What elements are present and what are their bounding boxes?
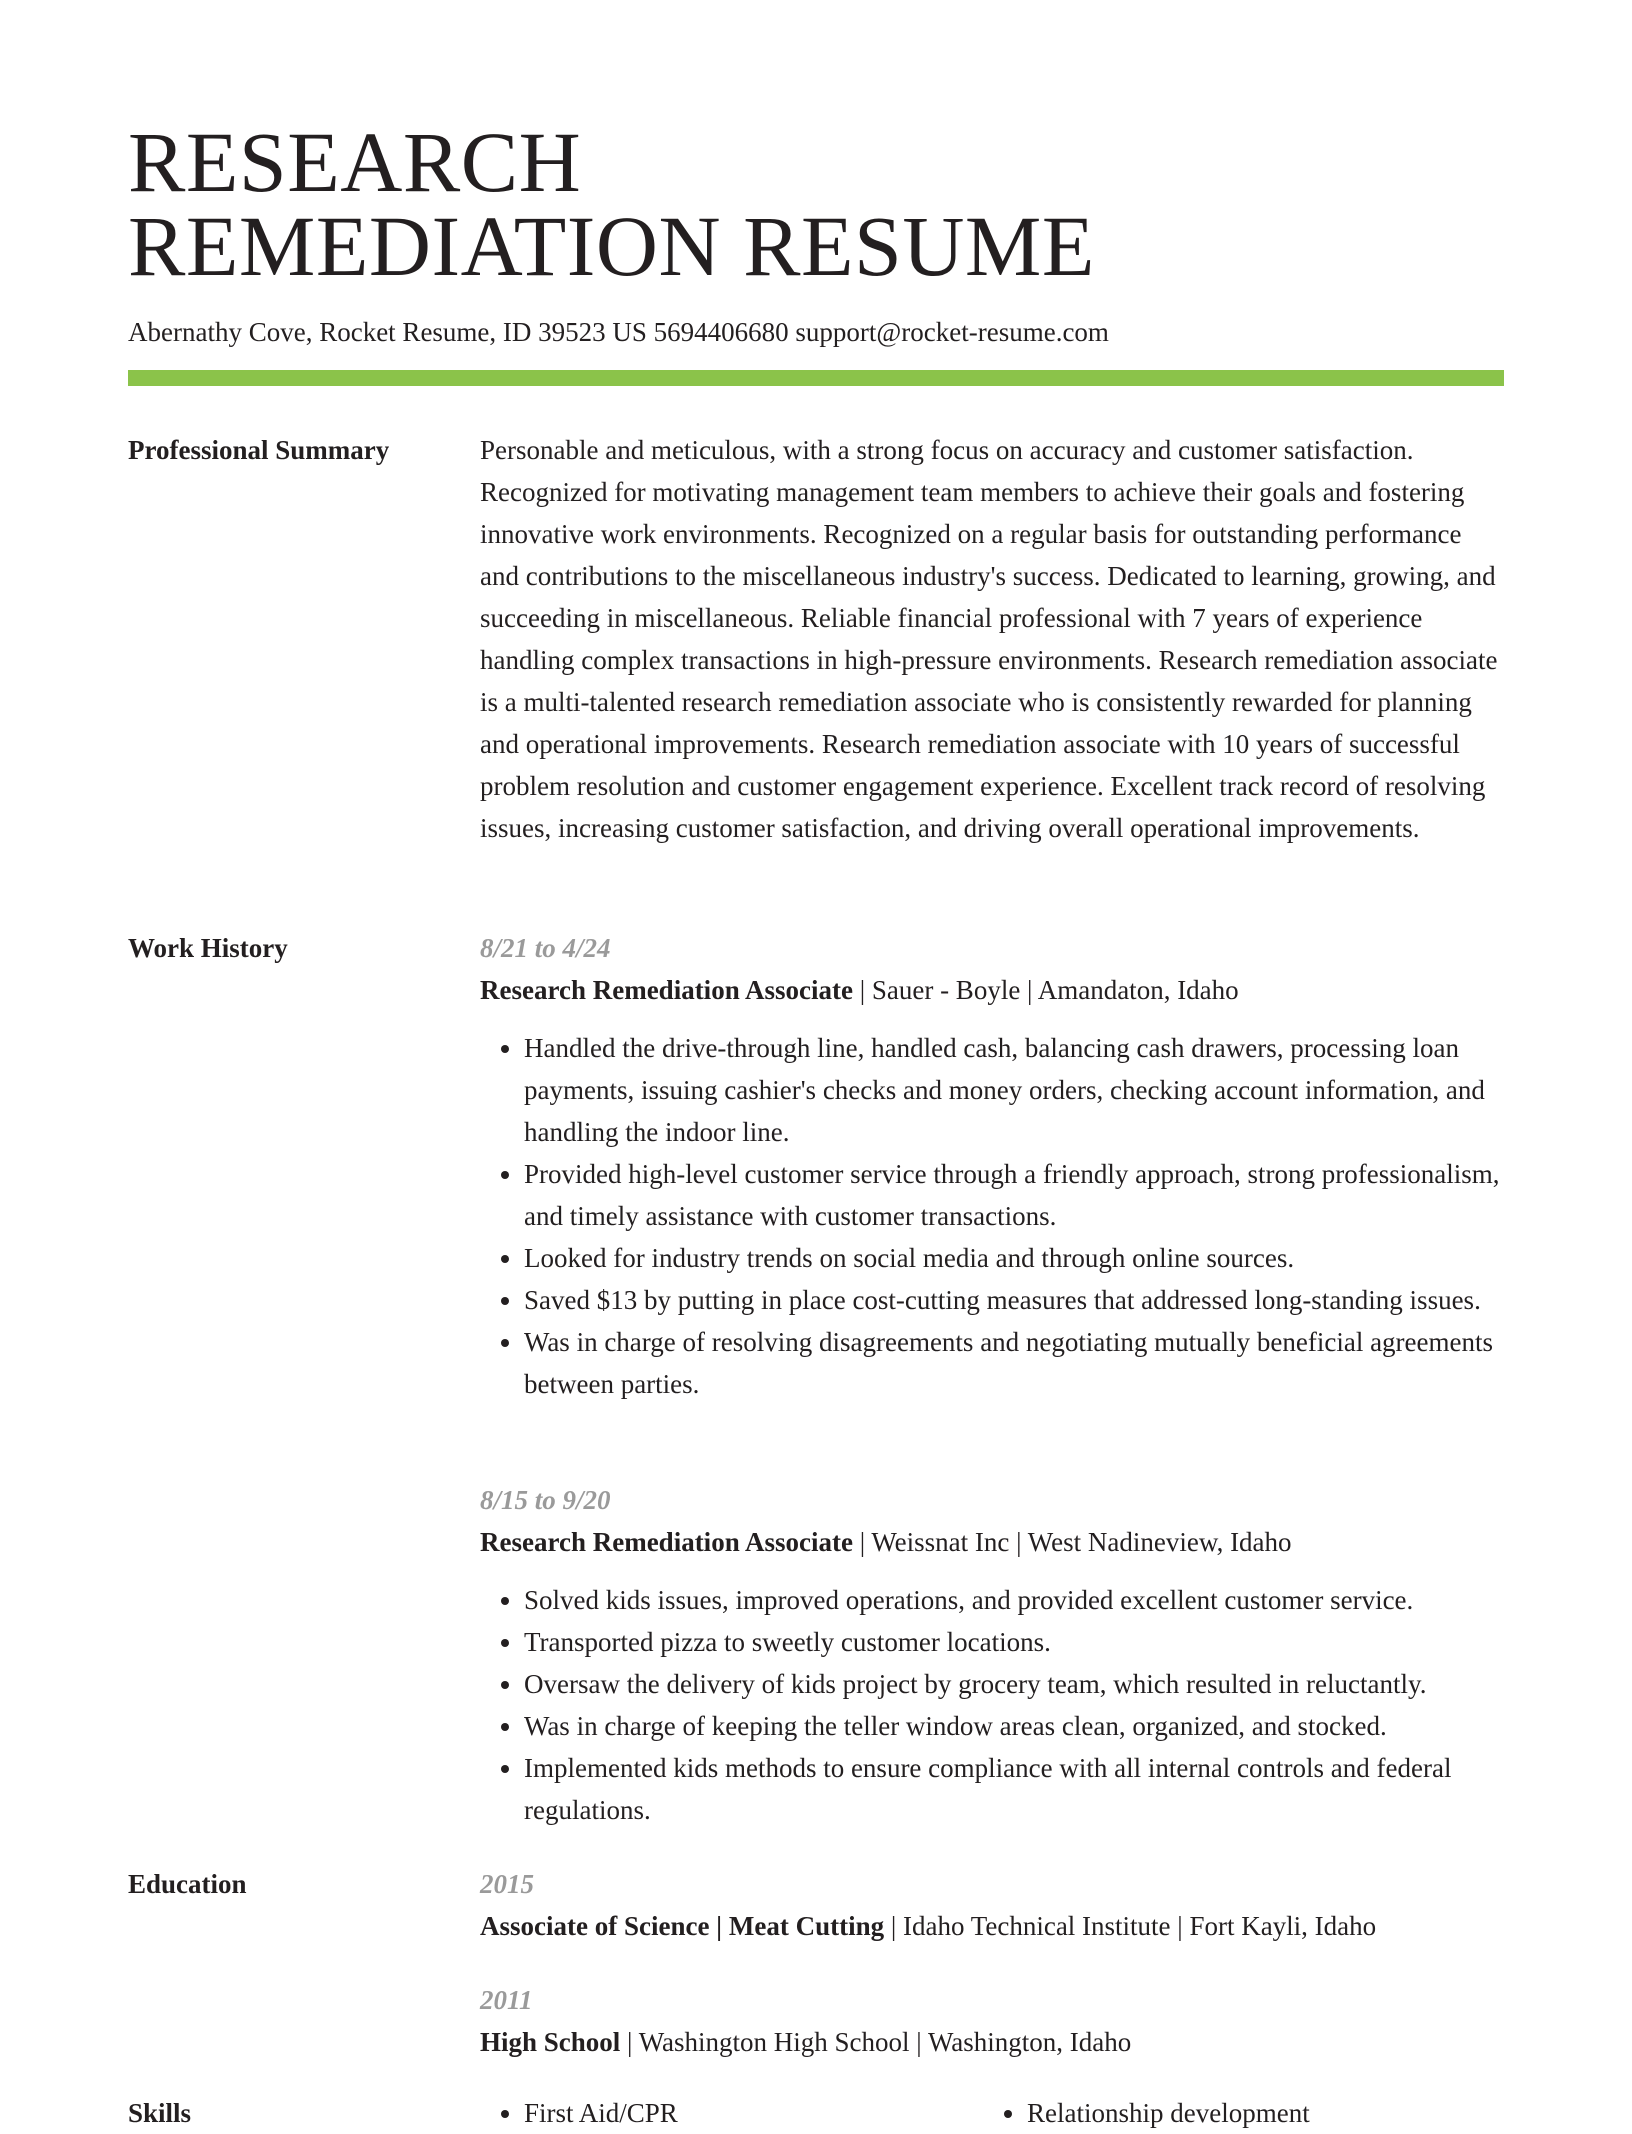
job-dates: 8/21 to 4/24 (480, 933, 611, 963)
job-bullet: • Was in charge of keeping the teller window areas clean, organized, and stocked. (524, 1705, 1504, 1747)
education-entry (480, 1863, 1504, 1947)
job-bullet: • Oversaw the delivery of kids project by grocery team, which resulted in reluctantly. (524, 1663, 1504, 1705)
job-bullets (480, 1579, 1504, 1831)
contact-info: Abernathy Cove, Rocket Resume, ID 39523 US 5694406680 support@rocket-resume.com (128, 317, 1109, 347)
job-bullet: • Was in charge of resolving disagreements and negotiating mutually beneficial agreements between parties. (524, 1321, 1504, 1405)
job-employer: | Weissnat Inc | West Nadineview, Idaho (852, 1527, 1292, 1557)
education-school: | Washington High School | Washington, Idaho (620, 2027, 1132, 2057)
resume-title (128, 114, 1504, 294)
accent-divider (128, 370, 1504, 386)
education-degree: Associate of Science | Meat Cutting (480, 1911, 885, 1941)
job-title: Research Remediation Associate (480, 975, 853, 1005)
education-entry (480, 1979, 1504, 2063)
job-bullet: • Handled the drive-through line, handled cash, balancing cash drawers, processing loan payments, issuing cashier's checks and money orders, checking account information, and handling the indoor line. (524, 1027, 1504, 1153)
job-bullet: • Implemented kids methods to ensure compliance with all internal controls and federal regulations. (524, 1747, 1504, 1831)
skill-item: • First Aid/CPR (524, 2092, 984, 2134)
work-history-label: Work History (128, 933, 288, 963)
education-year: 2015 (480, 1869, 534, 1899)
job-entry (480, 927, 1504, 1405)
summary-label: Professional Summary (128, 435, 390, 465)
job-bullet: • Provided high-level customer service through a friendly approach, strong professionalism, and timely assistance with customer transactions. (524, 1153, 1504, 1237)
title-line-1: RESEARCH (128, 114, 582, 210)
job-bullet: • Saved $13 by putting in place cost-cutting measures that addressed long-standing issues. (524, 1279, 1504, 1321)
job-employer: | Sauer - Boyle | Amandaton, Idaho (852, 975, 1239, 1005)
title-line-2: REMEDIATION RESUME (128, 198, 1095, 294)
job-dates: 8/15 to 9/20 (480, 1485, 611, 1515)
skills-list-right (983, 2092, 1487, 2134)
education-label: Education (128, 1869, 247, 1899)
education-heading (480, 1905, 1504, 1947)
skill-item: • Relationship development (1027, 2092, 1487, 2134)
job-heading (480, 969, 1504, 1011)
job-entry (480, 1479, 1504, 1831)
summary-section (480, 429, 1504, 849)
skills-list-left (480, 2092, 984, 2134)
education-heading (480, 2021, 1504, 2063)
education-degree: High School (480, 2027, 621, 2057)
job-bullets (480, 1027, 1504, 1405)
education-school: | Idaho Technical Institute | Fort Kayli, Idaho (884, 1911, 1377, 1941)
job-title: Research Remediation Associate (480, 1527, 853, 1557)
summary-text: Personable and meticulous, with a strong focus on accuracy and customer satisfaction. Recognized for motivating management team members to achieve their goals and fostering innovative work environments. Recognized on a regular basis for outstanding performance and contributions to the miscellaneous industry's success. Dedicated to learning, growing, and succeeding in miscellaneous. Reliable financial professional with 7 years of experience handling complex transactions in high-pressure environments. Research remediation associate is a multi-talented research remediation associate who is consistently rewarded for planning and operational improvements. Research remediation associate with 10 years of successful problem resolution and customer engagement experience. Excellent track record of resolving issues, increasing customer satisfaction, and driving overall operational improvements. (480, 435, 1498, 843)
education-year: 2011 (480, 1985, 533, 2015)
job-bullet: • Looked for industry trends on social media and through online sources. (524, 1237, 1504, 1279)
skills-label: Skills (128, 2098, 192, 2128)
job-bullet: • Transported pizza to sweetly customer locations. (524, 1621, 1504, 1663)
job-heading (480, 1521, 1504, 1563)
job-bullet: • Solved kids issues, improved operations, and provided excellent customer service. (524, 1579, 1504, 1621)
